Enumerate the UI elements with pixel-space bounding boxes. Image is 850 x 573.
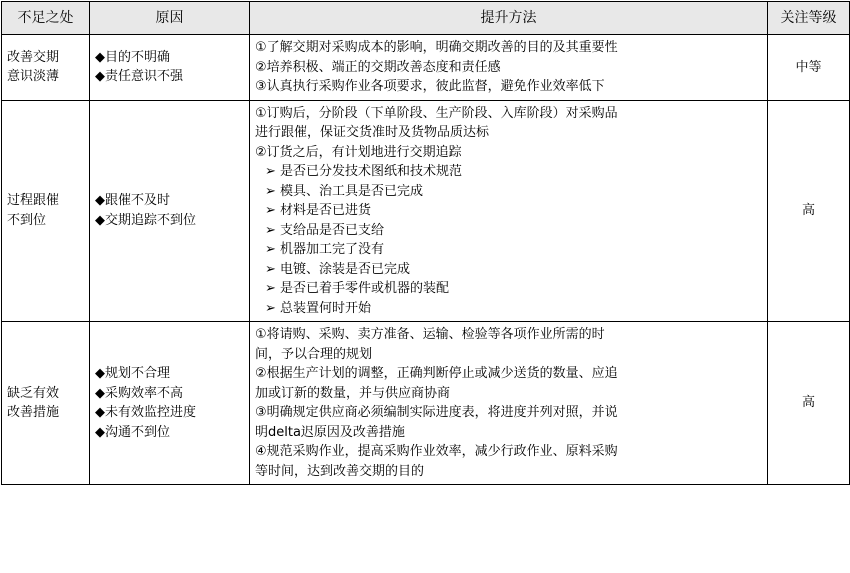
method-line: ①了解交期对采购成本的影响，明确交期改善的目的及其重要性 bbox=[255, 40, 618, 55]
method-sub-line: ➢ 材料是否已进货 bbox=[265, 203, 372, 218]
issue-line: 不到位 bbox=[7, 212, 47, 228]
method-line: ②订货之后，有计划地进行交期追踪 bbox=[255, 144, 462, 160]
cause-item: ◆沟通不到位 bbox=[95, 424, 170, 440]
cell-issue bbox=[2, 100, 90, 322]
cause-item: ◆交期追踪不到位 bbox=[95, 212, 196, 228]
table-row bbox=[2, 100, 850, 322]
table-header-row bbox=[2, 2, 850, 35]
cause-item: ◆目的不明确 bbox=[95, 49, 170, 65]
method-line: 等时间，达到改善交期的目的 bbox=[255, 463, 425, 479]
cause-item: ◆未有效监控进度 bbox=[95, 405, 196, 420]
cause-item: ◆责任意识不强 bbox=[95, 69, 183, 85]
method-line: ①订购后，分阶段（下单阶段、生产阶段、入库阶段）对采购品 bbox=[255, 105, 618, 121]
cell-method bbox=[250, 35, 768, 101]
method-sub-line: ➢ 总装置何时开始 bbox=[265, 300, 372, 316]
method-line: 加或订新的数量，并与供应商协商 bbox=[255, 385, 451, 401]
method-line: ②培养积极、端正的交期改善态度和责任感 bbox=[255, 59, 501, 75]
method-line: ③明确规定供应商必须编制实际进度表，将进度并列对照，并说 bbox=[255, 405, 618, 420]
cell-cause bbox=[90, 35, 250, 101]
cause-item: ◆规划不合理 bbox=[95, 366, 170, 381]
cell-cause bbox=[90, 322, 250, 485]
method-sub-line: ➢ 是否已着手零件或机器的装配 bbox=[265, 281, 450, 296]
cell-method bbox=[250, 322, 768, 485]
issue-line: 改善措施 bbox=[7, 405, 60, 420]
cell-cause bbox=[90, 100, 250, 322]
column-header-method: 提升方法 bbox=[250, 2, 768, 35]
method-sub-line: ➢ 支给品是否已支给 bbox=[265, 222, 385, 238]
cell-method bbox=[250, 100, 768, 322]
table-row bbox=[2, 35, 850, 101]
cell-level: 高 bbox=[768, 322, 850, 485]
method-line: 间，予以合理的规划 bbox=[255, 346, 373, 362]
improvement-matrix-table bbox=[1, 1, 850, 485]
issue-line: 缺乏有效 bbox=[7, 385, 60, 401]
method-sub-line: ➢ 机器加工完了没有 bbox=[265, 242, 385, 257]
method-sub-line: ➢ 电镀、涂装是否已完成 bbox=[265, 261, 411, 277]
method-line: ①将请购、采购、卖方准备、运输、检验等各项作业所需的时 bbox=[255, 327, 605, 342]
issue-line: 过程跟催 bbox=[7, 193, 60, 209]
cause-item: ◆采购效率不高 bbox=[95, 385, 183, 401]
column-header-cause: 原因 bbox=[90, 2, 250, 35]
method-line: ③认真执行采购作业各项要求，彼此监督，避免作业效率低下 bbox=[255, 79, 605, 94]
issue-line: 意识淡薄 bbox=[7, 69, 60, 85]
method-line: 进行跟催，保证交货准时及货物品质达标 bbox=[255, 125, 490, 140]
method-line: 明delta迟原因及改善措施 bbox=[255, 424, 405, 440]
cell-issue bbox=[2, 322, 90, 485]
method-sub-line: ➢ 模具、治工具是否已完成 bbox=[265, 183, 424, 199]
cell-issue bbox=[2, 35, 90, 101]
document-sheet bbox=[0, 1, 850, 573]
cause-item: ◆跟催不及时 bbox=[95, 193, 170, 209]
table-row bbox=[2, 322, 850, 485]
issue-line: 改善交期 bbox=[7, 49, 60, 65]
method-line: ④规范采购作业，提高采购作业效率，减少行政作业、原料采购 bbox=[255, 444, 618, 459]
method-sub-line: ➢ 是否已分发技术图纸和技术规范 bbox=[265, 164, 463, 179]
cell-level: 中等 bbox=[768, 35, 850, 101]
column-header-level: 关注等级 bbox=[768, 2, 850, 35]
method-line: ②根据生产计划的调整，正确判断停止或减少送货的数量、应追 bbox=[255, 366, 618, 381]
cell-level: 高 bbox=[768, 100, 850, 322]
column-header-issue: 不足之处 bbox=[2, 2, 90, 35]
